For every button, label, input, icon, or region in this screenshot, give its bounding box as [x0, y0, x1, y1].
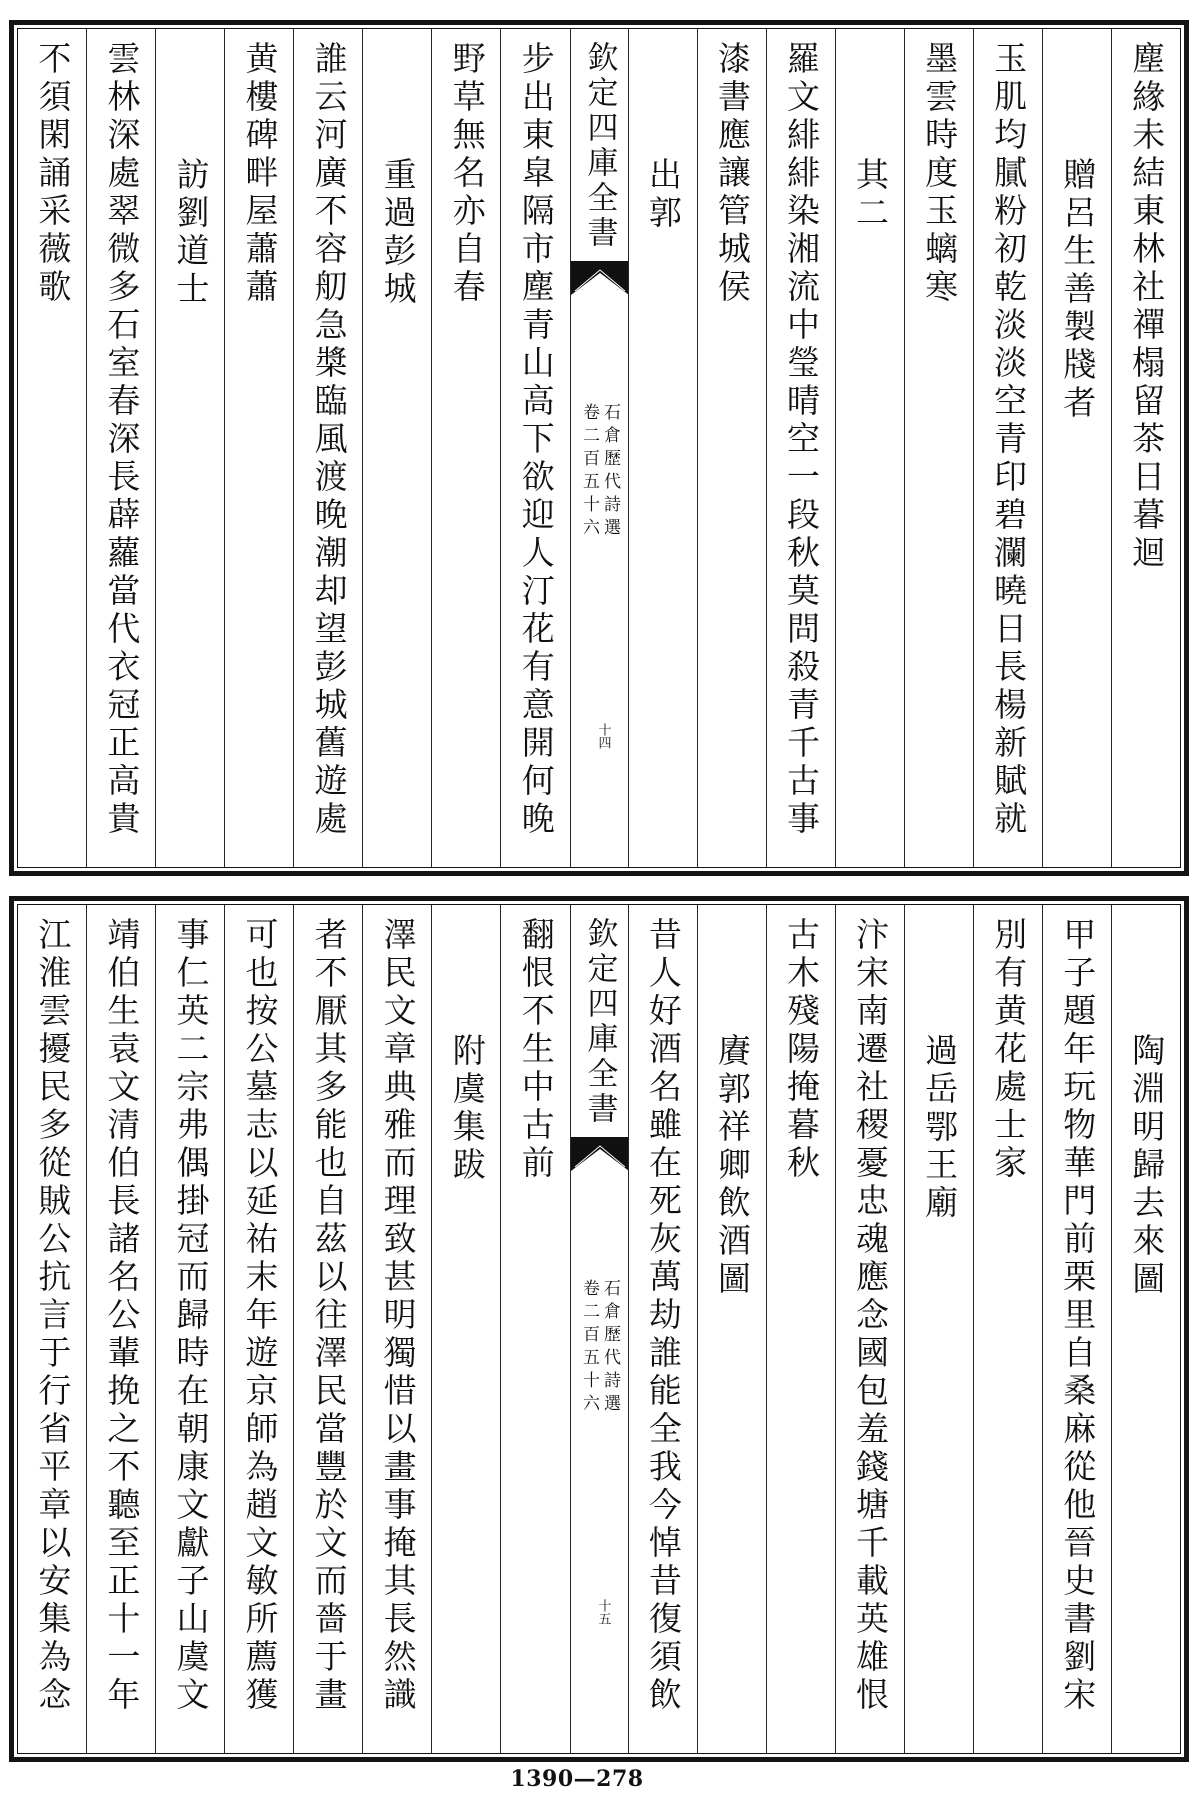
text-column: [155, 905, 224, 1753]
text-column: [86, 905, 155, 1753]
column-text: 汴宋南遷社稷憂忠魂應念國包羞錢塘千載英雄恨: [851, 917, 891, 1715]
text-column: [18, 905, 86, 1753]
volume-number: 卷二百五十六: [579, 403, 599, 541]
heading-column: [904, 905, 973, 1753]
text-column: [835, 905, 904, 1753]
page-code: 1390—278: [510, 1766, 644, 1792]
column-text: 步出東皐隔市塵青山高下欲迎人汀花有意開何晚: [516, 41, 556, 839]
column-text: 羅文緋緋染湘流中瑩晴空一段秋莫問殺青千古事: [781, 41, 821, 839]
bottom-half-page: [9, 896, 1189, 1762]
volume-number: 卷二百五十六: [579, 1279, 599, 1417]
section-title: 附虞集跋: [447, 1033, 487, 1185]
text-column: [766, 905, 835, 1753]
top-half-page: [9, 20, 1189, 876]
poem-title: 過岳鄂王廟: [920, 1033, 960, 1223]
folio-number: [571, 1599, 628, 1625]
series-title: [571, 41, 628, 251]
column-text: 墨雲時度玉螭寒: [920, 41, 960, 307]
series-title-text: 欽定四庫全書: [581, 41, 618, 251]
text-column: [904, 29, 973, 867]
text-column: [697, 29, 766, 867]
column-text: 別有黄花處士家: [989, 917, 1029, 1183]
poem-title: 出郭: [643, 157, 683, 233]
poem-title: 訪劉道士: [171, 157, 211, 309]
heading-column: [431, 905, 500, 1753]
text-column: [1111, 29, 1180, 867]
column-text: 昔人好酒名雖在死灰萬劫誰能全我今悼昔復須飲: [643, 917, 683, 1715]
column-text: 澤民文章典雅而理致甚明獨惜以畫事掩其長然識: [378, 917, 418, 1715]
text-column: [766, 29, 835, 867]
column-text: 玉肌均膩粉初乾淡淡空青印碧瀾曉日長楊新賦就: [989, 41, 1029, 839]
column-text: 江淮雲擾民多從賊公抗言于行省平章以安集為念: [33, 917, 73, 1715]
center-fold-column: [570, 905, 628, 1753]
column-text: 雲林深處翠微多石室春深長薜蘿當代衣冠正高貴: [102, 41, 142, 839]
text-column: [86, 29, 155, 867]
heading-column: [628, 29, 697, 867]
poem-title: 其二: [851, 157, 891, 233]
column-text: 可也按公墓志以延祐末年遊京師為趙文敏所薦獲: [240, 917, 280, 1715]
text-column: [973, 905, 1042, 1753]
folio-number: [571, 723, 628, 749]
text-column: [293, 29, 362, 867]
poem-title: 贈呂生善製牋者: [1058, 157, 1098, 423]
column-text: 野草無名亦自春: [447, 41, 487, 307]
column-text: 不須閑誦采薇歌: [33, 41, 73, 307]
heading-column: [362, 29, 431, 867]
column-text: 漆書應讓管城侯: [712, 41, 752, 307]
poem-title: 陶淵明歸去來圖: [1127, 1033, 1167, 1299]
text-column: [628, 905, 697, 1753]
series-title-text: 欽定四庫全書: [581, 917, 618, 1127]
text-column: [973, 29, 1042, 867]
heading-column: [835, 29, 904, 867]
column-text: 靖伯生袁文清伯長諸名公輩挽之不聽至正十一年: [102, 917, 142, 1715]
heading-column: [1042, 29, 1111, 867]
folio-number-text: 十四: [595, 723, 611, 749]
heading-column: [155, 29, 224, 867]
column-text: 者不厭其多能也自茲以往澤民當豐於文而嗇于畫: [309, 917, 349, 1715]
text-column: [293, 905, 362, 1753]
poem-title: 賡郭祥卿飲酒圖: [712, 1033, 752, 1299]
top-half-page-frame: [17, 28, 1181, 868]
book-info: [571, 403, 628, 541]
column-text: 誰云河廣不容舠急槳臨風渡晚潮却望彭城舊遊處: [309, 41, 349, 839]
text-column: [362, 905, 431, 1753]
book-title: 石倉歷代詩選: [600, 403, 620, 541]
heading-column: [697, 905, 766, 1753]
column-text: 塵緣未結東林社禪榻留茶日暮迴: [1127, 41, 1167, 573]
text-column: [500, 29, 569, 867]
column-text: 黄樓碑畔屋蕭蕭: [240, 41, 280, 307]
heading-column: [1111, 905, 1180, 1753]
series-title: [571, 917, 628, 1127]
column-text: 甲子題年玩物華門前栗里自桑麻從他晉史書劉宋: [1058, 917, 1098, 1715]
fish-tail-mark: [571, 261, 628, 301]
text-column: [224, 29, 293, 867]
book-info: [571, 1279, 628, 1417]
column-text: 翻恨不生中古前: [516, 917, 556, 1183]
text-column: [1042, 905, 1111, 1753]
center-fold-column: [570, 29, 628, 867]
column-text: 古木殘陽掩暮秋: [781, 917, 821, 1183]
book-title: 石倉歷代詩選: [600, 1279, 620, 1417]
text-column: [500, 905, 569, 1753]
text-column: [18, 29, 86, 867]
poem-title: 重過彭城: [378, 157, 418, 309]
text-column: [431, 29, 500, 867]
folio-number-text: 十五: [595, 1599, 611, 1625]
bottom-half-page-frame: [17, 904, 1181, 1754]
fish-tail-mark: [571, 1137, 628, 1177]
text-column: [224, 905, 293, 1753]
column-text: 事仁英二宗弗偶掛冠而歸時在朝康文獻子山虞文: [171, 917, 211, 1715]
